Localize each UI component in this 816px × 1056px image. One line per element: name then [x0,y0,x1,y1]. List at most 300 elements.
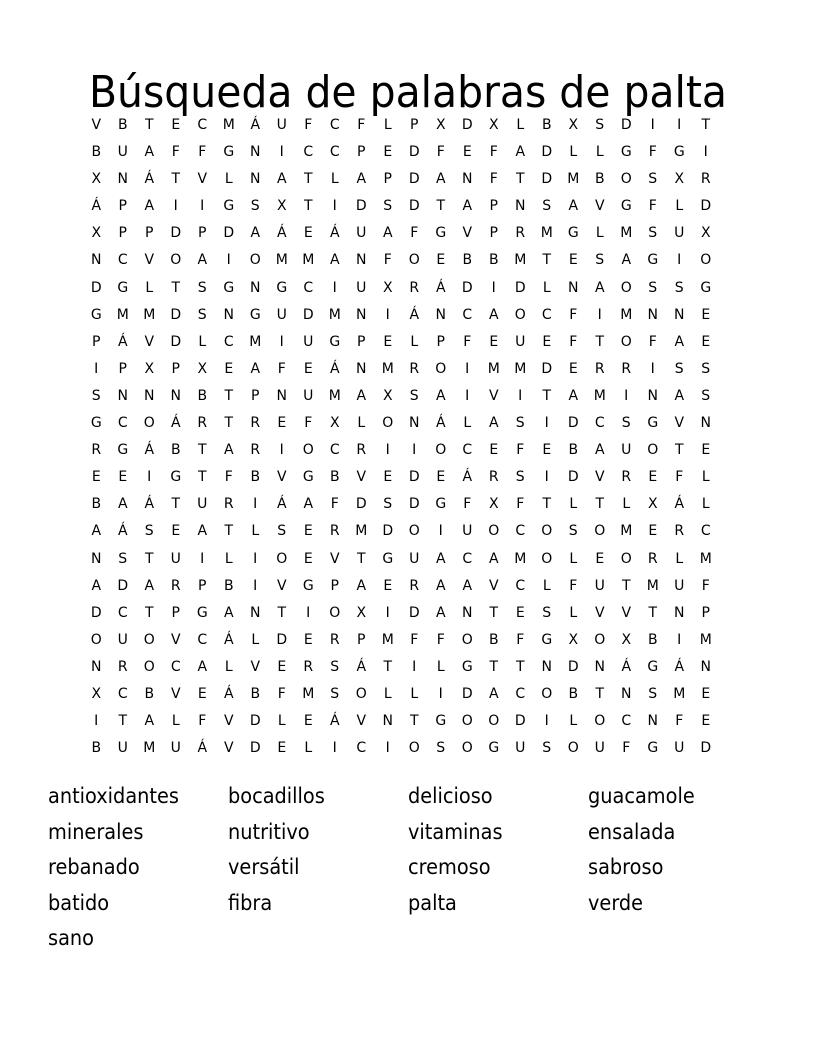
grid-cell[interactable]: F [648,333,657,350]
grid-cell[interactable]: L [171,713,180,730]
grid-cell[interactable]: Á [144,496,155,513]
grid-cell[interactable]: F [569,306,578,323]
grid-cell[interactable]: D [223,225,235,242]
grid-cell[interactable]: V [594,198,605,215]
grid-cell[interactable]: M [620,306,633,323]
grid-cell[interactable]: O [541,523,553,540]
grid-cell[interactable]: I [491,279,496,296]
grid-cell[interactable]: B [197,387,208,404]
grid-cell[interactable]: R [197,415,208,432]
grid-cell[interactable]: T [144,117,154,133]
grid-cell[interactable]: L [224,550,233,567]
grid-cell[interactable]: M [381,360,394,377]
grid-cell[interactable]: N [356,252,367,269]
grid-cell[interactable]: N [250,279,261,296]
grid-cell[interactable]: R [515,225,526,242]
grid-cell[interactable]: A [356,171,367,188]
grid-cell[interactable]: O [249,252,261,269]
grid-cell[interactable]: D [700,198,712,215]
grid-cell[interactable]: Á [117,523,128,540]
grid-cell[interactable]: V [674,415,685,432]
grid-cell[interactable]: T [409,713,419,730]
grid-cell[interactable]: E [303,523,313,540]
grid-cell[interactable]: N [91,252,102,269]
grid-cell[interactable]: I [412,658,417,675]
grid-cell[interactable]: S [383,496,393,513]
grid-cell[interactable]: P [330,577,339,594]
grid-cell[interactable]: D [249,713,261,730]
grid-cell[interactable]: A [435,387,446,404]
grid-cell[interactable]: E [489,442,499,459]
grid-cell[interactable]: G [329,333,341,350]
grid-cell[interactable]: I [279,333,284,350]
grid-cell[interactable]: S [250,198,260,215]
grid-cell[interactable]: D [461,117,473,133]
grid-cell[interactable]: R [700,171,711,188]
grid-cell[interactable]: M [222,117,235,133]
grid-cell[interactable]: S [595,252,605,269]
grid-cell[interactable]: A [356,387,367,404]
grid-cell[interactable]: G [541,631,553,648]
grid-cell[interactable]: D [461,279,473,296]
grid-cell[interactable]: U [117,144,128,161]
grid-cell[interactable]: P [171,604,180,621]
grid-cell[interactable]: O [143,658,155,675]
grid-cell[interactable]: I [332,198,337,215]
grid-cell[interactable]: M [514,360,527,377]
grid-cell[interactable]: X [700,225,711,242]
grid-cell[interactable]: A [91,577,102,594]
grid-cell[interactable]: U [170,550,181,567]
grid-cell[interactable]: T [144,550,154,567]
grid-cell[interactable]: D [276,631,288,648]
grid-cell[interactable]: T [171,496,181,513]
grid-cell[interactable]: B [91,740,102,757]
grid-cell[interactable]: M [699,631,712,648]
grid-cell[interactable]: R [117,658,128,675]
grid-cell[interactable]: X [91,171,102,188]
grid-cell[interactable]: N [674,306,685,323]
grid-cell[interactable]: A [356,577,367,594]
grid-cell[interactable]: V [594,604,605,621]
grid-cell[interactable]: D [567,658,579,675]
grid-cell[interactable]: N [515,198,526,215]
grid-cell[interactable]: G [117,279,129,296]
grid-cell[interactable]: A [144,713,155,730]
grid-cell[interactable]: N [117,387,128,404]
grid-cell[interactable]: A [435,604,446,621]
grid-cell[interactable]: G [673,144,685,161]
grid-cell[interactable]: S [383,198,393,215]
grid-cell[interactable]: O [647,442,659,459]
grid-cell[interactable]: G [620,198,632,215]
grid-cell[interactable]: E [436,469,446,486]
grid-cell[interactable]: C [197,631,208,648]
grid-cell[interactable]: F [224,469,233,486]
grid-cell[interactable]: C [462,306,473,323]
grid-cell[interactable]: G [90,306,102,323]
grid-cell[interactable]: E [701,333,711,350]
grid-cell[interactable]: U [197,496,208,513]
grid-cell[interactable]: O [461,713,473,730]
grid-cell[interactable]: A [303,496,314,513]
grid-cell[interactable]: E [568,252,578,269]
grid-cell[interactable]: F [516,631,525,648]
grid-cell[interactable]: T [224,387,234,404]
grid-cell[interactable]: O [382,415,394,432]
grid-cell[interactable]: I [650,360,655,377]
grid-cell[interactable]: N [435,306,446,323]
grid-cell[interactable]: N [541,658,552,675]
grid-cell[interactable]: F [516,442,525,459]
grid-cell[interactable]: L [569,496,578,513]
grid-cell[interactable]: A [250,225,261,242]
grid-cell[interactable]: B [568,442,579,459]
grid-cell[interactable]: N [170,387,181,404]
grid-cell[interactable]: T [648,604,658,621]
grid-cell[interactable]: C [462,550,473,567]
grid-cell[interactable]: O [276,550,288,567]
grid-cell[interactable]: Á [276,225,287,242]
grid-cell[interactable]: L [383,685,392,702]
grid-cell[interactable]: X [488,496,499,513]
grid-cell[interactable]: F [675,469,684,486]
grid-cell[interactable]: A [329,252,340,269]
grid-cell[interactable]: O [620,279,632,296]
grid-cell[interactable]: N [117,171,128,188]
grid-cell[interactable]: X [435,117,446,133]
grid-cell[interactable]: N [700,658,711,675]
grid-cell[interactable]: P [410,117,419,133]
grid-cell[interactable]: T [489,658,499,675]
grid-cell[interactable]: O [408,252,420,269]
grid-cell[interactable]: R [594,360,605,377]
grid-cell[interactable]: G [223,144,235,161]
grid-cell[interactable]: M [514,550,527,567]
grid-cell[interactable]: U [621,442,632,459]
grid-cell[interactable]: T [542,387,552,404]
grid-cell[interactable]: E [648,523,658,540]
grid-cell[interactable]: F [675,713,684,730]
grid-cell[interactable]: X [382,279,393,296]
grid-cell[interactable]: O [302,442,314,459]
grid-cell[interactable]: U [594,740,605,757]
grid-cell[interactable]: T [515,658,525,675]
grid-cell[interactable]: N [382,713,393,730]
grid-cell[interactable]: Á [356,658,367,675]
grid-cell[interactable]: A [144,198,155,215]
grid-cell[interactable]: T [356,550,366,567]
grid-cell[interactable]: E [383,469,393,486]
grid-cell[interactable]: T [303,171,313,188]
grid-cell[interactable]: A [435,550,446,567]
grid-cell[interactable]: C [170,658,181,675]
grid-cell[interactable]: S [542,740,552,757]
grid-cell[interactable]: S [648,225,658,242]
grid-cell[interactable]: M [275,252,288,269]
grid-cell[interactable]: C [117,252,128,269]
grid-cell[interactable]: S [277,523,287,540]
grid-cell[interactable]: E [383,333,393,350]
grid-cell[interactable]: N [250,604,261,621]
grid-cell[interactable]: R [223,496,234,513]
grid-cell[interactable]: S [701,360,711,377]
grid-cell[interactable]: N [594,658,605,675]
grid-cell[interactable]: C [329,144,340,161]
grid-cell[interactable]: I [677,117,682,133]
grid-cell[interactable]: X [197,360,208,377]
grid-cell[interactable]: D [249,740,261,757]
grid-cell[interactable]: E [303,360,313,377]
grid-cell[interactable]: E [542,333,552,350]
grid-cell[interactable]: N [409,415,420,432]
grid-cell[interactable]: S [144,523,154,540]
grid-cell[interactable]: O [408,523,420,540]
grid-cell[interactable]: G [249,306,261,323]
grid-cell[interactable]: S [674,279,684,296]
grid-cell[interactable]: I [200,550,205,567]
grid-cell[interactable]: T [171,279,181,296]
grid-cell[interactable]: V [197,171,208,188]
grid-cell[interactable]: G [276,279,288,296]
grid-cell[interactable]: Á [223,685,234,702]
grid-cell[interactable]: B [91,144,102,161]
grid-cell[interactable]: A [197,658,208,675]
grid-cell[interactable]: G [90,415,102,432]
grid-cell[interactable]: F [622,740,631,757]
grid-cell[interactable]: I [438,685,443,702]
grid-cell[interactable]: D [567,415,579,432]
grid-cell[interactable]: E [303,713,313,730]
grid-cell[interactable]: I [703,144,708,161]
grid-cell[interactable]: L [516,117,525,133]
grid-cell[interactable]: B [250,469,261,486]
grid-cell[interactable]: B [170,442,181,459]
grid-cell[interactable]: L [569,144,578,161]
grid-cell[interactable]: T [224,523,234,540]
grid-cell[interactable]: V [144,333,155,350]
grid-cell[interactable]: B [488,252,499,269]
grid-cell[interactable]: D [90,279,102,296]
grid-cell[interactable]: C [462,442,473,459]
grid-cell[interactable]: O [461,631,473,648]
grid-cell[interactable]: F [383,252,392,269]
grid-cell[interactable]: D [302,306,314,323]
grid-cell[interactable]: C [117,604,128,621]
grid-cell[interactable]: B [541,117,552,133]
grid-cell[interactable]: A [674,387,685,404]
grid-cell[interactable]: N [250,171,261,188]
grid-cell[interactable]: T [542,252,552,269]
grid-cell[interactable]: A [621,252,632,269]
grid-cell[interactable]: Á [435,415,446,432]
grid-cell[interactable]: L [251,523,260,540]
grid-cell[interactable]: G [461,658,473,675]
grid-cell[interactable]: I [226,252,231,269]
grid-cell[interactable]: N [276,387,287,404]
grid-cell[interactable]: E [277,415,287,432]
grid-cell[interactable]: C [197,117,208,133]
grid-cell[interactable]: I [597,306,602,323]
grid-cell[interactable]: N [462,604,473,621]
grid-cell[interactable]: F [277,360,286,377]
grid-cell[interactable]: D [408,171,420,188]
grid-cell[interactable]: G [223,198,235,215]
grid-cell[interactable]: S [542,604,552,621]
grid-cell[interactable]: I [200,198,205,215]
grid-cell[interactable]: P [251,387,260,404]
grid-cell[interactable]: O [170,252,182,269]
grid-cell[interactable]: N [462,171,473,188]
grid-cell[interactable]: A [488,306,499,323]
grid-cell[interactable]: S [701,387,711,404]
grid-cell[interactable]: M [593,387,606,404]
grid-cell[interactable]: D [90,604,102,621]
grid-cell[interactable]: G [647,740,659,757]
grid-cell[interactable]: I [385,604,390,621]
grid-cell[interactable]: T [383,658,393,675]
grid-cell[interactable]: S [436,740,446,757]
grid-cell[interactable]: B [144,685,155,702]
grid-cell[interactable]: N [144,387,155,404]
grid-cell[interactable]: A [144,577,155,594]
grid-cell[interactable]: D [408,496,420,513]
grid-cell[interactable]: G [567,225,579,242]
grid-cell[interactable]: L [224,171,233,188]
grid-cell[interactable]: E [224,360,234,377]
grid-cell[interactable]: L [595,144,604,161]
grid-cell[interactable]: C [303,279,314,296]
grid-cell[interactable]: M [540,225,553,242]
grid-cell[interactable]: D [355,198,367,215]
grid-cell[interactable]: B [91,496,102,513]
grid-cell[interactable]: R [488,469,499,486]
grid-cell[interactable]: F [198,713,207,730]
grid-cell[interactable]: N [223,306,234,323]
grid-cell[interactable]: E [462,144,472,161]
grid-cell[interactable]: I [518,387,523,404]
grid-cell[interactable]: U [303,333,314,350]
grid-cell[interactable]: D [567,469,579,486]
grid-cell[interactable]: A [594,279,605,296]
grid-cell[interactable]: G [170,469,182,486]
grid-cell[interactable]: S [515,469,525,486]
grid-cell[interactable]: G [647,415,659,432]
grid-cell[interactable]: G [435,225,447,242]
grid-cell[interactable]: S [621,415,631,432]
grid-cell[interactable]: Á [91,198,102,215]
grid-cell[interactable]: T [595,333,605,350]
grid-cell[interactable]: M [514,252,527,269]
grid-cell[interactable]: T [303,198,313,215]
grid-cell[interactable]: T [197,469,207,486]
grid-cell[interactable]: O [90,631,102,648]
grid-cell[interactable]: I [544,469,549,486]
grid-cell[interactable]: N [356,360,367,377]
grid-cell[interactable]: B [647,631,658,648]
grid-cell[interactable]: X [488,117,499,133]
grid-cell[interactable]: L [436,658,445,675]
grid-cell[interactable]: D [170,306,182,323]
grid-cell[interactable]: L [463,415,472,432]
grid-cell[interactable]: M [355,523,368,540]
grid-cell[interactable]: M [673,685,686,702]
grid-cell[interactable]: D [117,577,129,594]
grid-cell[interactable]: L [569,713,578,730]
grid-cell[interactable]: R [356,442,367,459]
grid-cell[interactable]: L [145,279,154,296]
grid-cell[interactable]: P [489,225,498,242]
grid-cell[interactable]: Á [329,713,340,730]
grid-cell[interactable]: R [329,523,340,540]
grid-cell[interactable]: T [197,442,207,459]
grid-cell[interactable]: T [277,604,287,621]
grid-cell[interactable]: M [302,252,315,269]
grid-cell[interactable]: D [355,496,367,513]
grid-cell[interactable]: N [647,387,658,404]
grid-cell[interactable]: E [701,442,711,459]
grid-cell[interactable]: I [465,360,470,377]
grid-cell[interactable]: D [700,740,712,757]
grid-cell[interactable]: L [569,550,578,567]
grid-cell[interactable]: U [515,333,526,350]
grid-cell[interactable]: D [170,333,182,350]
grid-cell[interactable]: X [621,631,632,648]
grid-cell[interactable]: A [223,604,234,621]
grid-cell[interactable]: O [355,685,367,702]
grid-cell[interactable]: M [487,360,500,377]
grid-cell[interactable]: E [171,117,181,133]
grid-cell[interactable]: V [356,469,367,486]
grid-cell[interactable]: G [620,144,632,161]
grid-cell[interactable]: X [91,225,102,242]
grid-cell[interactable]: O [700,252,712,269]
grid-cell[interactable]: X [568,117,579,133]
grid-cell[interactable]: E [118,469,128,486]
grid-cell[interactable]: I [465,387,470,404]
grid-cell[interactable]: L [304,740,313,757]
grid-cell[interactable]: R [303,658,314,675]
grid-cell[interactable]: T [595,685,605,702]
grid-cell[interactable]: P [436,333,445,350]
grid-cell[interactable]: O [461,740,473,757]
grid-cell[interactable]: P [171,360,180,377]
grid-cell[interactable]: V [356,713,367,730]
grid-cell[interactable]: X [356,604,367,621]
grid-cell[interactable]: E [303,550,313,567]
grid-cell[interactable]: X [647,496,658,513]
grid-cell[interactable]: X [276,198,287,215]
grid-cell[interactable]: A [515,144,526,161]
grid-cell[interactable]: E [436,252,446,269]
grid-cell[interactable]: G [223,279,235,296]
grid-cell[interactable]: F [489,171,498,188]
grid-cell[interactable]: N [647,306,658,323]
grid-cell[interactable]: R [170,577,181,594]
grid-cell[interactable]: D [541,360,553,377]
grid-cell[interactable]: V [488,577,499,594]
grid-cell[interactable]: S [674,360,684,377]
grid-cell[interactable]: I [438,523,443,540]
grid-cell[interactable]: A [435,577,446,594]
grid-cell[interactable]: A [250,360,261,377]
grid-cell[interactable]: C [303,144,314,161]
grid-cell[interactable]: T [595,496,605,513]
grid-cell[interactable]: D [170,225,182,242]
grid-cell[interactable]: I [385,306,390,323]
grid-cell[interactable]: M [328,306,341,323]
grid-cell[interactable]: T [674,442,684,459]
